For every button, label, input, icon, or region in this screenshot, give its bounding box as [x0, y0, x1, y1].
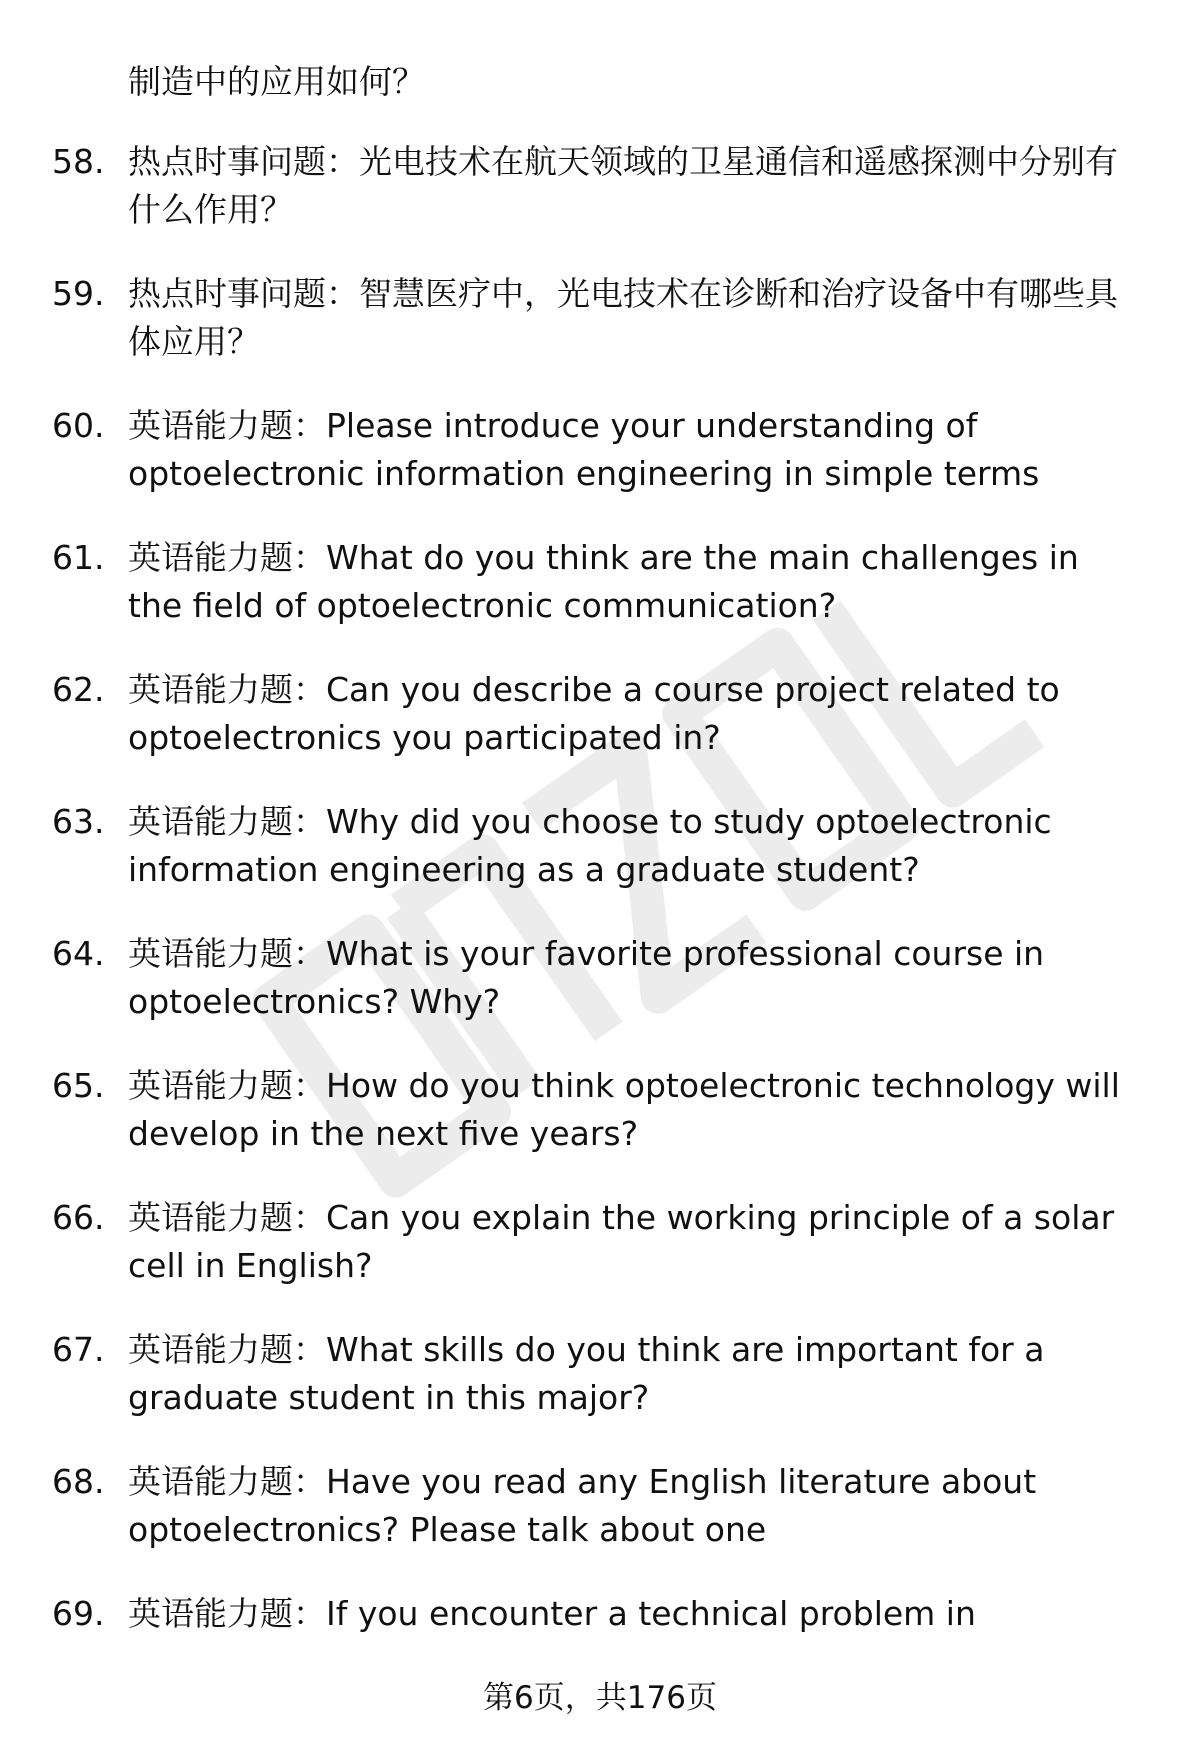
question-text: 热点时事问题：智慧医疗中，光电技术在诊断和治疗设备中有哪些具体应用？	[128, 274, 1118, 361]
list-item	[0, 1326, 1200, 1458]
list-item	[0, 1458, 1200, 1590]
question-text: 英语能力题：Have you read any English literature about optoelectronics? Please talk about one	[128, 1462, 1037, 1549]
list-item	[0, 270, 1200, 402]
question-number: 67.	[52, 1330, 105, 1369]
question-text: 英语能力题：Please introduce your understanding of optoelectronic information engineering in simple terms	[128, 406, 1040, 493]
question-text: 英语能力题：How do you think optoelectronic technology will develop in the next five years?	[128, 1066, 1120, 1153]
list-item	[0, 930, 1200, 1062]
question-number: 69.	[52, 1594, 105, 1633]
question-text: 英语能力题：Can you explain the working principle of a solar cell in English?	[128, 1198, 1115, 1285]
question-text: 英语能力题：Can you describe a course project related to optoelectronics you participated in?	[128, 670, 1060, 757]
question-number: 68.	[52, 1462, 105, 1501]
question-number: 59.	[52, 274, 105, 313]
question-text: 英语能力题：What is your favorite professional course in optoelectronics? Why?	[128, 934, 1045, 1021]
list-item	[0, 798, 1200, 930]
page-footer: 第6页，共176页	[483, 1680, 717, 1716]
list-item	[0, 138, 1200, 270]
question-number: 58.	[52, 142, 105, 181]
question-number: 61.	[52, 538, 105, 577]
question-text: 英语能力题：Why did you choose to study optoelectronic information engineering as a graduate student?	[128, 802, 1052, 889]
question-list	[0, 138, 1200, 1722]
question-number: 65.	[52, 1066, 105, 1105]
list-item	[0, 666, 1200, 798]
question-text: 热点时事问题：光电技术在航天领域的卫星通信和遥感探测中分别有什么作用？	[128, 142, 1118, 229]
question-number: 66.	[52, 1198, 105, 1237]
question-number: 64.	[52, 934, 105, 973]
list-item	[0, 534, 1200, 666]
question-number: 63.	[52, 802, 105, 841]
list-item	[0, 402, 1200, 534]
question-text: 英语能力题：What do you think are the main challenges in the field of optoelectronic communication?	[128, 538, 1079, 625]
continuation-text: 制造中的应用如何？	[128, 62, 425, 101]
question-number: 62.	[52, 670, 105, 709]
question-text: 英语能力题：If you encounter a technical problem in	[128, 1594, 976, 1633]
list-item	[0, 1194, 1200, 1326]
question-text: 英语能力题：What skills do you think are important for a graduate student in this major?	[128, 1330, 1045, 1417]
question-number: 60.	[52, 406, 105, 445]
list-item	[0, 1062, 1200, 1194]
